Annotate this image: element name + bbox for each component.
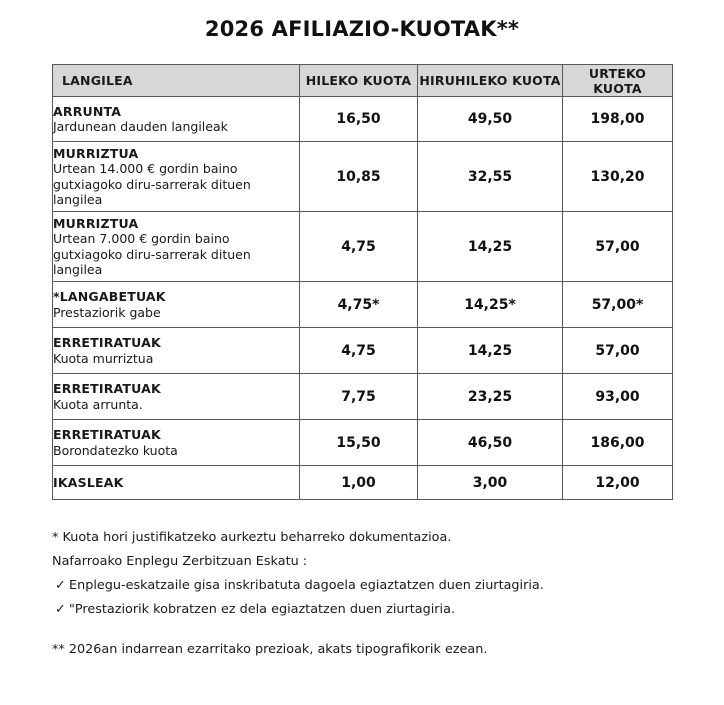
table-header — [53, 65, 673, 97]
row-detail: Urtean 14.000 € gordin baino gutxiagoko diru-sarrerak dituen langilea — [53, 161, 251, 207]
fees-table-container — [52, 64, 672, 500]
row-yearly-value: 57,00 — [563, 328, 673, 374]
row-monthly-value: 16,50 — [300, 97, 418, 142]
row-yearly-value: 186,00 — [563, 420, 673, 466]
footnote-asterisk: * Kuota hori justifikatzeko aurkeztu beharreko dokumentazioa. — [52, 530, 452, 545]
row-category: MURRIZTUA — [53, 215, 139, 231]
table-row — [53, 282, 673, 328]
footnote-bullet-2-text: "Prestaziorik kobratzen ez dela egiaztatzen duen ziurtagiria. — [69, 602, 456, 617]
footnote-request-line: Nafarroako Enplegu Zerbitzuan Eskatu : — [52, 554, 308, 569]
check-icon: ✓ — [55, 602, 66, 617]
table-header-row — [53, 65, 673, 97]
row-label — [53, 97, 300, 142]
row-category: *LANGABETUAK — [53, 289, 166, 304]
row-quarterly-value: 46,50 — [418, 420, 563, 466]
row-detail: Urtean 7.000 € gordin baino gutxiagoko diru-sarrerak dituen langilea — [53, 231, 251, 277]
row-yearly-value: 57,00* — [563, 282, 673, 328]
row-yearly-value: 57,00 — [563, 212, 673, 282]
table-row — [53, 420, 673, 466]
row-yearly-value: 198,00 — [563, 97, 673, 142]
table-row — [53, 466, 673, 500]
row-label — [53, 142, 300, 212]
row-category: ERRETIRATUAK — [53, 427, 161, 442]
page-title: 2026 AFILIAZIO-KUOTAK** — [204, 17, 520, 41]
row-category: ARRUNTA — [53, 103, 122, 119]
row-category: ERRETIRATUAK — [53, 335, 161, 350]
footnote-double-asterisk: ** 2026an indarrean ezarritako prezioak, akats tipografikorik ezean. — [52, 642, 488, 657]
row-label — [53, 328, 300, 374]
row-yearly-value: 12,00 — [563, 466, 673, 500]
row-category: ERRETIRATUAK — [53, 381, 161, 396]
row-monthly-value: 10,85 — [300, 142, 418, 212]
row-label — [53, 374, 300, 420]
table-row — [53, 97, 673, 142]
row-quarterly-value: 14,25 — [418, 212, 563, 282]
row-detail: Kuota murriztua — [53, 350, 154, 366]
table-row — [53, 212, 673, 282]
column-header-monthly: HILEKO KUOTA — [300, 65, 418, 97]
row-monthly-value: 15,50 — [300, 420, 418, 466]
column-header-yearly: URTEKO KUOTA — [563, 65, 673, 97]
row-quarterly-value: 14,25* — [418, 282, 563, 328]
row-label — [53, 212, 300, 282]
row-detail: Kuota arrunta. — [53, 396, 143, 412]
footnote-bullet-1 — [52, 574, 692, 598]
row-detail: Jardunean dauden langileak — [53, 119, 228, 134]
row-label — [53, 466, 300, 500]
row-monthly-value: 4,75 — [300, 328, 418, 374]
row-quarterly-value: 32,55 — [418, 142, 563, 212]
footnote-bullet-2 — [52, 598, 692, 622]
table-body — [53, 97, 673, 500]
row-quarterly-value: 23,25 — [418, 374, 563, 420]
row-monthly-value: 4,75* — [300, 282, 418, 328]
footnote-bullet-1-text: Enplegu-eskatzaile gisa inskribatuta dagoela egiaztatzen duen ziurtagiria. — [69, 578, 544, 593]
table-row — [53, 142, 673, 212]
row-label — [53, 420, 300, 466]
table-row — [53, 374, 673, 420]
row-detail: Prestaziorik gabe — [53, 304, 161, 320]
row-label — [53, 282, 300, 328]
row-quarterly-value: 14,25 — [418, 328, 563, 374]
row-detail: Borondatezko kuota — [53, 442, 178, 458]
row-yearly-value: 130,20 — [563, 142, 673, 212]
row-quarterly-value: 3,00 — [418, 466, 563, 500]
check-icon: ✓ — [55, 578, 66, 593]
row-category: IKASLEAK — [53, 474, 124, 490]
table-row — [53, 328, 673, 374]
footnotes — [52, 526, 692, 662]
row-quarterly-value: 49,50 — [418, 97, 563, 142]
row-monthly-value: 1,00 — [300, 466, 418, 500]
fees-table — [52, 64, 673, 500]
column-header-worker: LANGILEA — [53, 65, 300, 97]
row-monthly-value: 7,75 — [300, 374, 418, 420]
row-yearly-value: 93,00 — [563, 374, 673, 420]
row-category: MURRIZTUA — [53, 145, 139, 161]
fees-document — [0, 17, 724, 705]
row-monthly-value: 4,75 — [300, 212, 418, 282]
column-header-quarterly: HIRUHILEKO KUOTA — [418, 65, 563, 97]
